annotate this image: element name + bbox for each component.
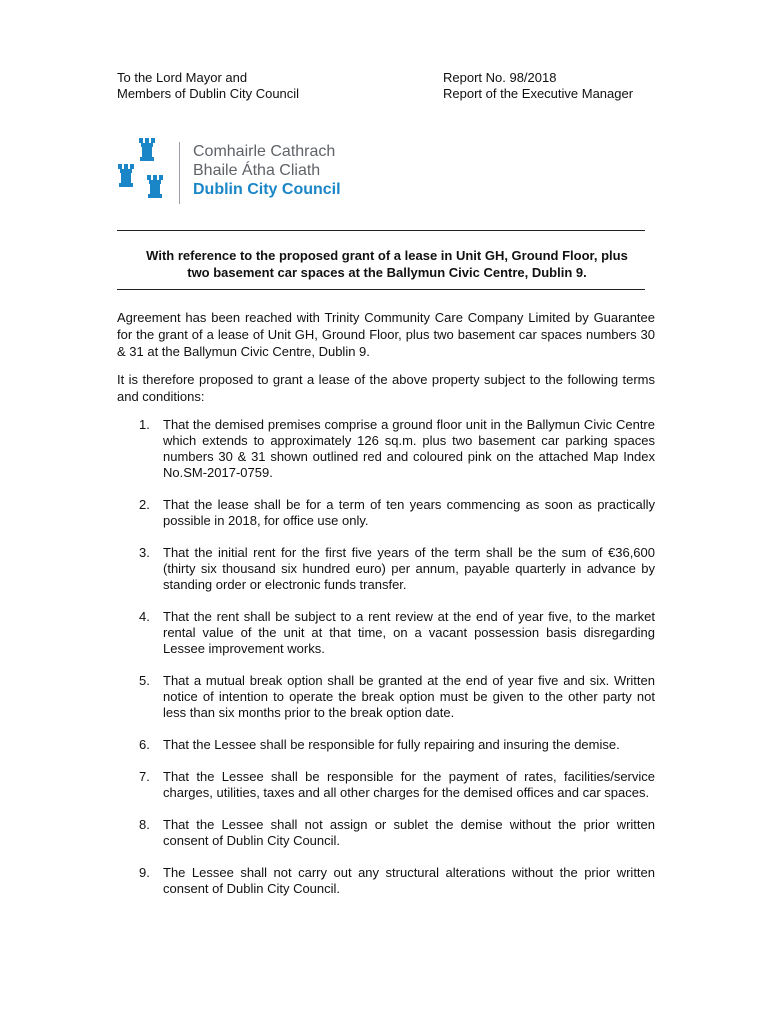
heading-line-2: two basement car spaces at the Ballymun Civic Centre, Dublin 9. bbox=[187, 265, 587, 280]
council-logo bbox=[113, 138, 373, 208]
condition-number: 7. bbox=[139, 769, 150, 784]
logo-divider bbox=[179, 142, 180, 204]
condition-item bbox=[117, 545, 655, 593]
recipient-line-2: Members of Dublin City Council bbox=[117, 86, 300, 101]
condition-text: That the initial rent for the first five years of the term shall be the sum of €36,600 (thirty six thousand six hundred euro) per annum, payable quarterly in advance by standing order or electronic funds transfer. bbox=[163, 545, 655, 592]
condition-text: That a mutual break option shall be granted at the end of year five and six. Written notice of intention to operate the break option must be given to the other party not less than six months prior to the break option date. bbox=[163, 673, 655, 720]
condition-text: That the demised premises comprise a ground floor unit in the Ballymun Civic Centre which extends to approximately 126 sq.m. plus two basement car parking spaces numbers 30 & 31 shown outlined red and coloured pink on the attached Map Index No.SM-2017-0759. bbox=[163, 417, 655, 480]
logo-wordmark bbox=[193, 142, 341, 199]
divider-bottom bbox=[117, 289, 645, 290]
condition-item bbox=[117, 817, 655, 849]
condition-number: 9. bbox=[139, 865, 150, 880]
condition-text: That the Lessee shall be responsible for the payment of rates, facilities/service charges, utilities, taxes and all other charges for the demised offices and car spaces. bbox=[163, 769, 655, 800]
logo-line-1: Comhairle Cathrach bbox=[193, 143, 336, 160]
castle-right bbox=[147, 175, 163, 198]
condition-number: 3. bbox=[139, 545, 150, 560]
condition-number: 6. bbox=[139, 737, 150, 752]
recipient-block bbox=[117, 70, 299, 102]
condition-number: 8. bbox=[139, 817, 150, 832]
conditions-list bbox=[117, 417, 655, 913]
divider-top bbox=[117, 230, 645, 231]
condition-item bbox=[117, 497, 655, 529]
report-info-block bbox=[443, 70, 633, 102]
logo-line-2: Bhaile Átha Cliath bbox=[193, 162, 321, 179]
condition-number: 4. bbox=[139, 609, 150, 624]
three-castles-icon bbox=[113, 138, 175, 204]
condition-text: That the Lessee shall be responsible for fully repairing and insuring the demise. bbox=[163, 737, 620, 752]
condition-item bbox=[117, 865, 655, 897]
report-heading bbox=[117, 247, 657, 281]
condition-item bbox=[117, 769, 655, 801]
condition-text: That the Lessee shall not assign or sublet the demise without the prior written consent of Dublin City Council. bbox=[163, 817, 655, 848]
condition-item bbox=[117, 737, 655, 753]
heading-line-1: With reference to the proposed grant of a lease in Unit GH, Ground Floor, plus bbox=[146, 248, 628, 263]
logo-line-3: Dublin City Council bbox=[193, 181, 341, 198]
agreement-paragraph: Agreement has been reached with Trinity Community Care Company Limited by Guarantee for the grant of a lease of Unit GH, Ground Floor, plus two basement car spaces numbers 30 & 31 at the Ballymun Civic Centre, Dublin 9. bbox=[117, 310, 655, 359]
report-number: Report No. 98/2018 bbox=[443, 70, 557, 85]
castle-left bbox=[118, 164, 134, 187]
condition-text: The Lessee shall not carry out any structural alterations without the prior written consent of Dublin City Council. bbox=[163, 865, 655, 896]
condition-number: 1. bbox=[139, 417, 150, 432]
condition-item bbox=[117, 609, 655, 657]
recipient-line-1: To the Lord Mayor and bbox=[117, 70, 248, 85]
condition-text: That the lease shall be for a term of ten years commencing as soon as practically possible in 2018, for office use only. bbox=[163, 497, 655, 528]
report-author: Report of the Executive Manager bbox=[443, 86, 634, 101]
condition-number: 5. bbox=[139, 673, 150, 688]
condition-number: 2. bbox=[139, 497, 150, 512]
proposal-paragraph: It is therefore proposed to grant a lease of the above property subject to the following terms and conditions: bbox=[117, 372, 655, 404]
condition-item bbox=[117, 673, 655, 721]
castle-top bbox=[139, 138, 155, 161]
condition-item bbox=[117, 417, 655, 481]
condition-text: That the rent shall be subject to a rent review at the end of year five, to the market rental value of the unit at that time, on a vacant possession basis disregarding Lessee improvement works. bbox=[163, 609, 655, 656]
